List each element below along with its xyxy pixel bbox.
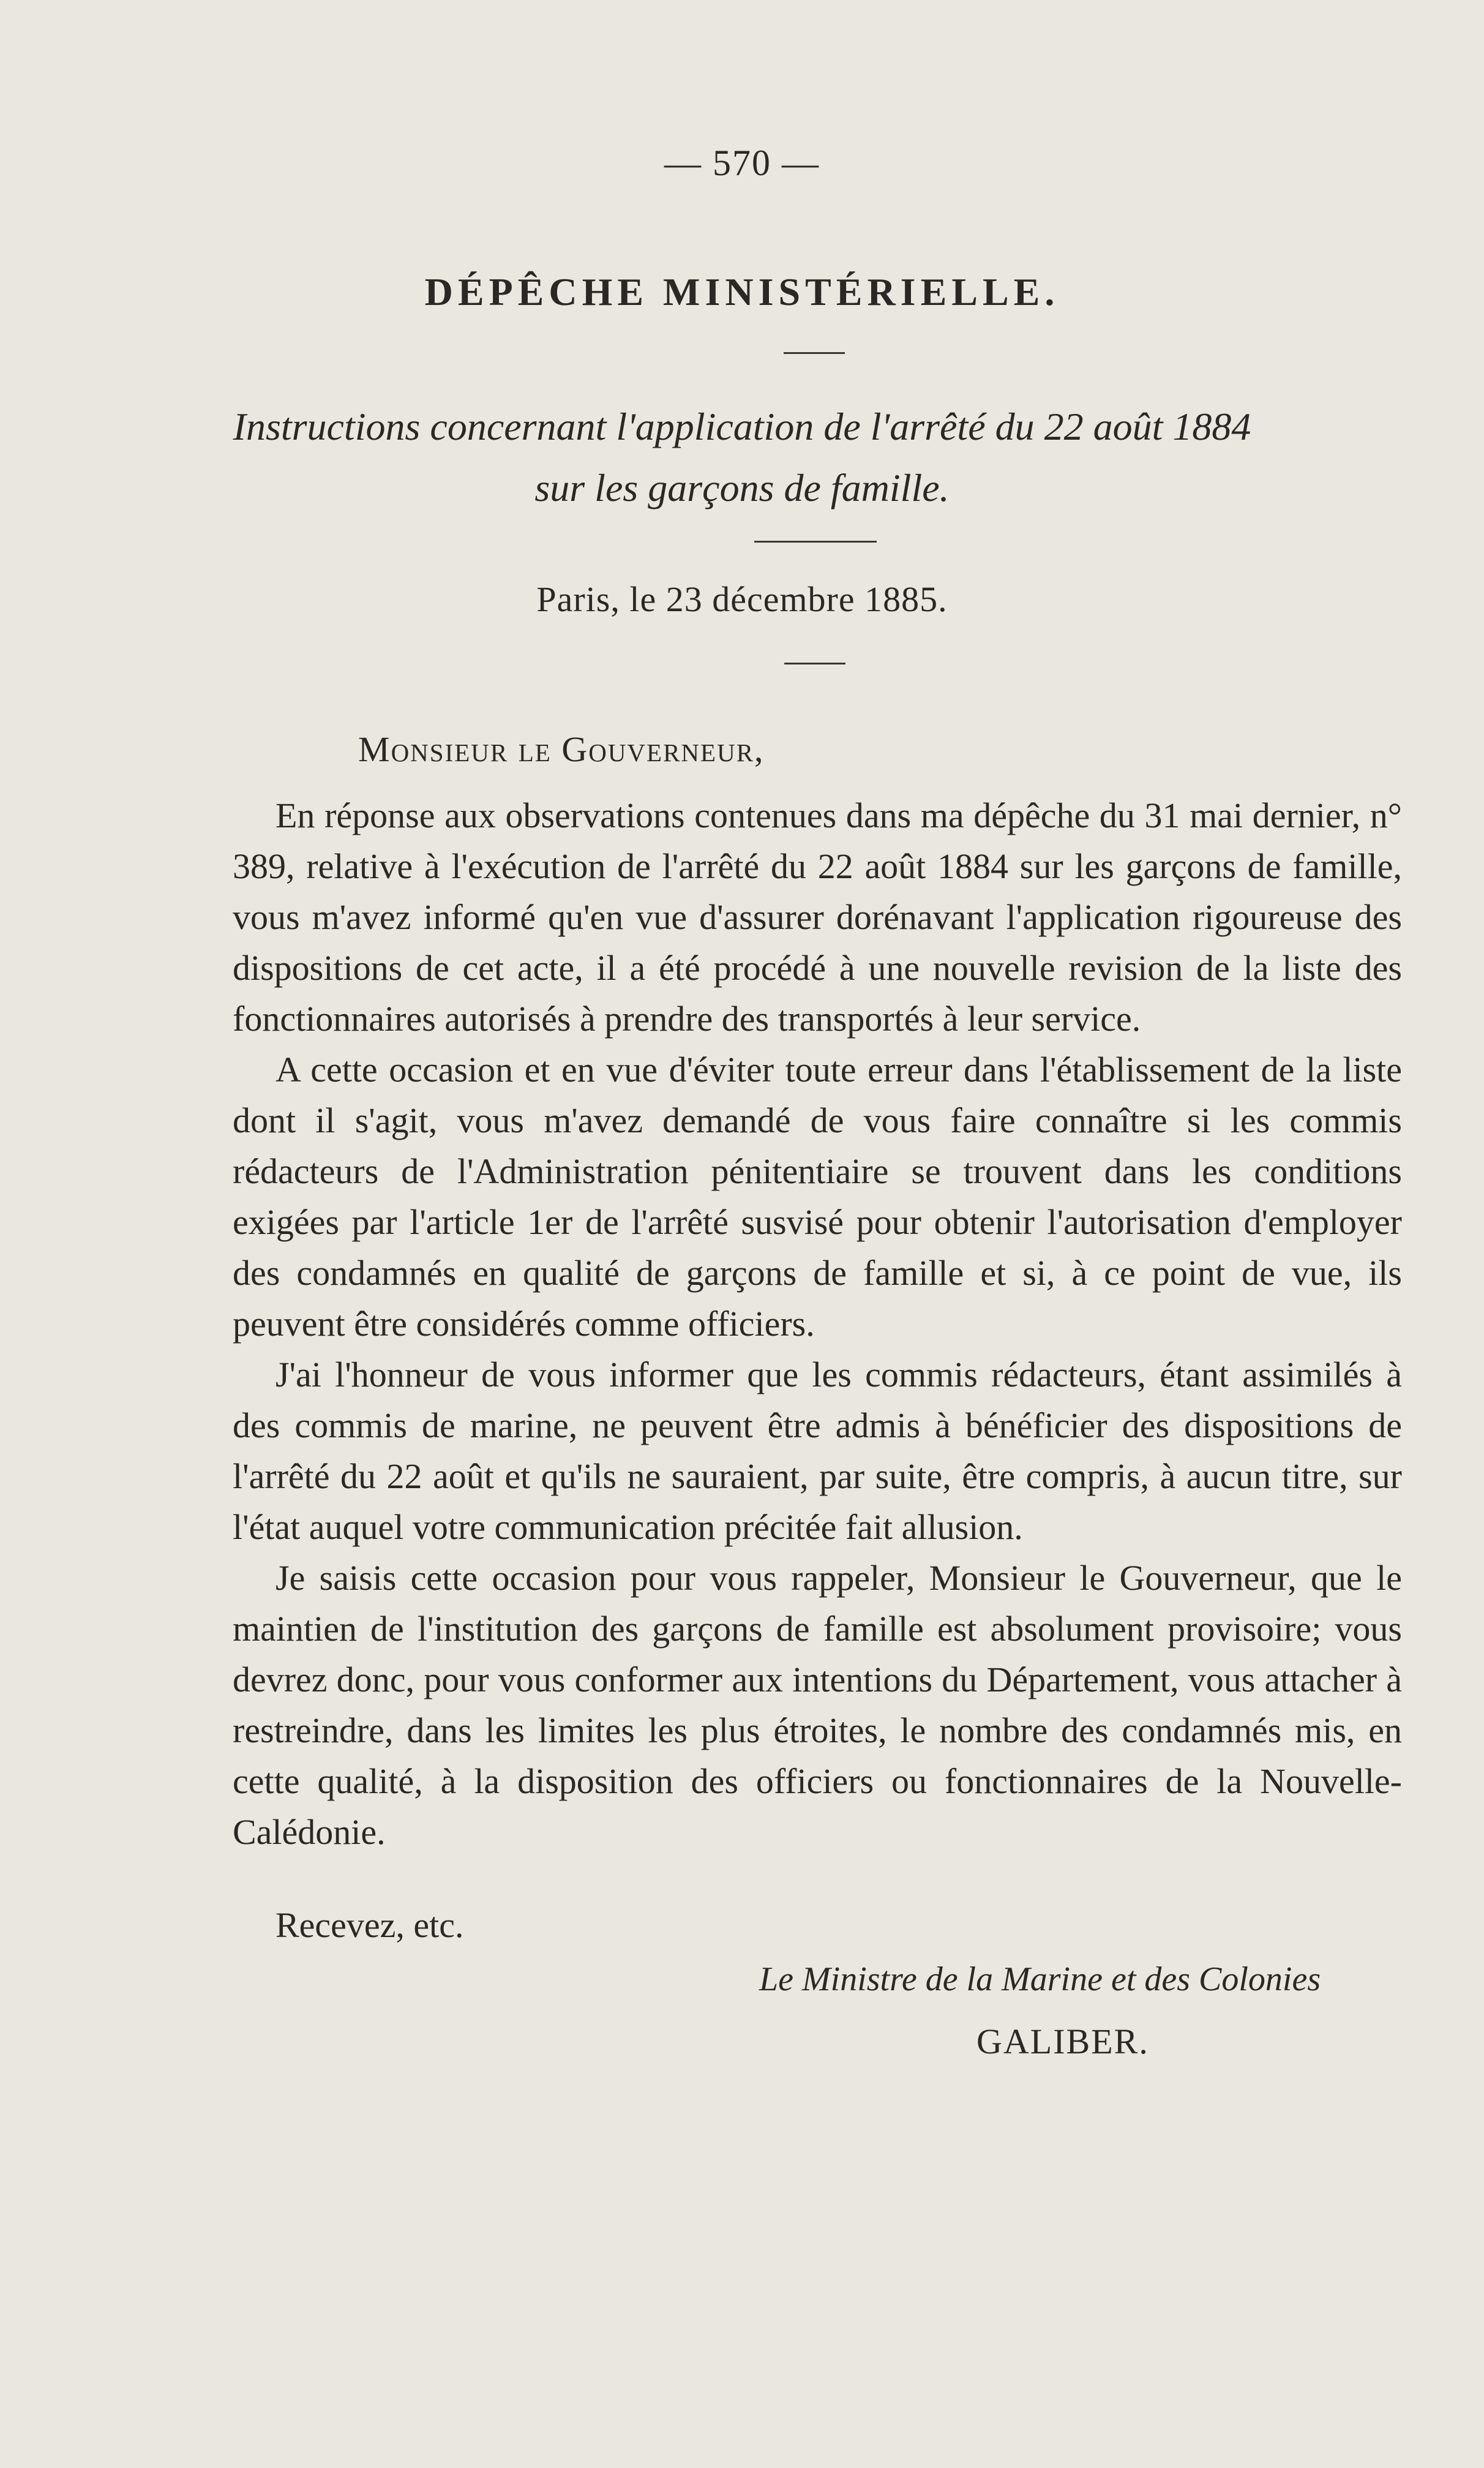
- paragraph: J'ai l'honneur de vous informer que les commis rédacteurs, étant assimilés à des commis de marine, ne peuvent être admis à bénéficier des dispositions de l'arrêté du 22 août et qu'ils ne sauraient, par suite, être compris, à aucun titre, sur l'état auquel votre communication précitée fait allusion.: [233, 1355, 1402, 1547]
- document-heading: DÉPÊCHE MINISTÉRIELLE.: [424, 270, 1060, 314]
- page-number: — 570 —: [664, 143, 820, 183]
- paragraph: En réponse aux observations contenues dans ma dépêche du 31 mai dernier, n° 389, relative à l'exécution de l'arrêté du 22 août 1884 sur les garçons de famille, vous m'avez informé qu'en vue d'assurer dorénavant l'application rigoureuse des dispositions de cet acte, il a été procédé à une nouvelle revision de la liste des fonctionnaires autorisés à prendre des transportés à leur service.: [233, 796, 1402, 1039]
- dateline: Paris, le 23 décembre 1885.: [536, 579, 948, 619]
- divider-rule: [754, 541, 877, 543]
- closing-formula: Recevez, etc.: [275, 1905, 464, 1945]
- salutation: Monsieur le Gouverneur,: [358, 729, 765, 769]
- signature-title: Le Ministre de la Marine et des Colonies: [759, 1960, 1321, 1998]
- subtitle-line-1: Instructions concernant l'application de l'arrêté du 22 août 1884: [233, 405, 1251, 448]
- subtitle-line-2: sur les garçons de famille.: [534, 466, 950, 510]
- divider-rule: [784, 663, 845, 664]
- letter-body: [233, 790, 1402, 1857]
- signature-name: GALIBER.: [976, 2022, 1149, 2061]
- divider-rule: [784, 352, 845, 354]
- paragraph: Je saisis cette occasion pour vous rappeler, Monsieur le Gouverneur, que le maintien de l'institution des garçons de famille est absolument provisoire; vous devrez donc, pour vous conformer aux intentions du Département, vous attacher à restreindre, dans les limites les plus étroites, le nombre des condamnés mis, en cette qualité, à la disposition des officiers ou fonctionnaires de la Nouvelle-Calédonie.: [233, 1558, 1402, 1852]
- paragraph: A cette occasion et en vue d'éviter toute erreur dans l'établissement de la liste dont il s'agit, vous m'avez demandé de vous faire connaître si les commis rédacteurs de l'Administration pénitentiaire se trouvent dans les conditions exigées par l'article 1er de l'arrêté susvisé pour obtenir l'autorisation d'employer des condamnés en qualité de garçons de famille et si, à ce point de vue, ils peuvent être considérés comme officiers.: [233, 1050, 1402, 1344]
